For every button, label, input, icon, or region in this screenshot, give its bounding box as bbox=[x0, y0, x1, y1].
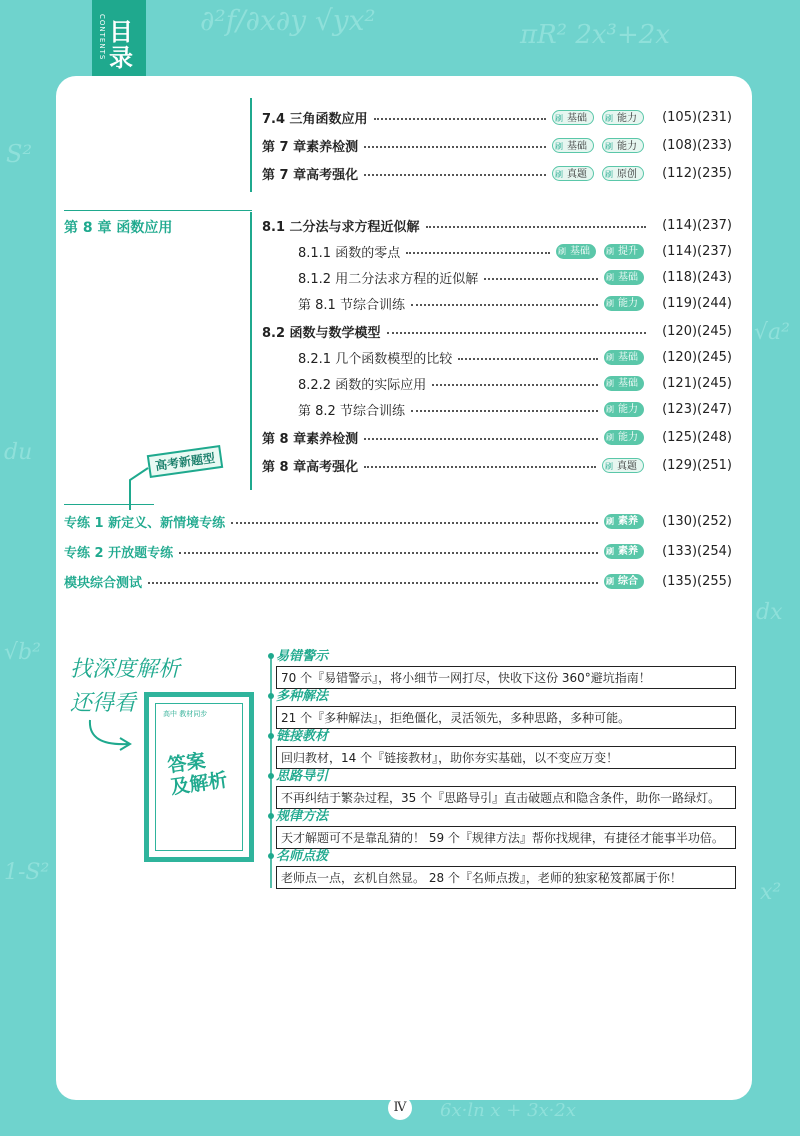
toc-leader bbox=[374, 118, 546, 120]
tag-badge: 刷 能力 bbox=[604, 430, 644, 445]
toc-entry-label: 8.1.2 用二分法求方程的近似解 bbox=[298, 271, 479, 287]
toc-entry-pages: (130)(252) bbox=[662, 513, 732, 529]
toc-entry[interactable] bbox=[262, 454, 732, 476]
toc-leader bbox=[458, 358, 598, 360]
book-title-line-1: 答案 bbox=[166, 749, 207, 777]
feature-title: 名师点拨 bbox=[276, 849, 329, 864]
tag-badge: 刷 综合 bbox=[604, 574, 644, 589]
feature-desc: 老师点一点，玄机自然显。 28 个『名师点拨』，老师的独家秘笈都属于你！ bbox=[276, 866, 736, 889]
toc-entry-label: 8.2.1 几个函数模型的比较 bbox=[298, 351, 453, 367]
toc-entry[interactable] bbox=[298, 346, 732, 368]
tag-badge: 刷 基础 bbox=[552, 138, 594, 153]
tag-badge: 刷 能力 bbox=[602, 110, 644, 125]
toc-entry[interactable] bbox=[298, 292, 732, 314]
toc-entry[interactable] bbox=[262, 426, 732, 448]
toc-entry[interactable] bbox=[262, 214, 732, 236]
toc-leader bbox=[387, 332, 646, 334]
toc-leader bbox=[411, 304, 598, 306]
handwriting-line-2: 还得看 bbox=[70, 691, 137, 716]
toc-leader bbox=[484, 278, 598, 280]
background-formula: x² bbox=[760, 880, 782, 905]
toc-entry-label: 8.1.1 函数的零点 bbox=[298, 245, 401, 261]
toc-leader bbox=[364, 146, 546, 148]
tag-badge: 刷 素养 bbox=[604, 514, 644, 529]
toc-entry[interactable] bbox=[298, 372, 732, 394]
book-title bbox=[166, 747, 229, 799]
toc-entry-pages: (123)(247) bbox=[662, 401, 732, 417]
feature-item bbox=[276, 768, 736, 809]
toc-entry-label: 第 8.1 节综合训练 bbox=[298, 297, 405, 313]
answer-book-cover bbox=[144, 692, 254, 862]
toc-entry-pages: (112)(235) bbox=[662, 165, 732, 181]
tag-badge: 刷 能力 bbox=[604, 402, 644, 417]
background-formula: 1-S² bbox=[4, 860, 50, 885]
tag-badge: 刷 真题 bbox=[552, 166, 594, 181]
toc-entry-pages: (105)(231) bbox=[662, 109, 732, 125]
toc-entry-label: 专练 2 开放题专练 bbox=[64, 545, 174, 561]
handwriting-line-1: 找深度解析 bbox=[70, 657, 181, 682]
chapter-title-text: 第 8 章 函数应用 bbox=[64, 220, 173, 236]
toc-leader bbox=[364, 438, 598, 440]
book-title-line-2: 及解析 bbox=[169, 769, 229, 799]
tag-badge: 刷 基础 bbox=[556, 244, 596, 259]
toc-entry-pages: (108)(233) bbox=[662, 137, 732, 153]
background-formula: √b² bbox=[4, 640, 41, 665]
background-formula: ∂²f/∂x∂y √yx² bbox=[200, 4, 376, 37]
background-formula: √a² bbox=[754, 320, 790, 345]
contents-title: 目录 bbox=[104, 19, 133, 71]
toc-entry[interactable] bbox=[64, 570, 732, 592]
toc-entry-label: 第 8.2 节综合训练 bbox=[298, 403, 405, 419]
tag-badge: 刷 真题 bbox=[602, 458, 644, 473]
toc-entry-pages: (114)(237) bbox=[662, 217, 732, 233]
toc-leader bbox=[426, 226, 646, 228]
toc-entry[interactable] bbox=[64, 540, 732, 562]
toc-entry-pages: (129)(251) bbox=[662, 457, 732, 473]
toc-entry-label: 7.4 三角函数应用 bbox=[262, 111, 368, 127]
stamp-pointer-line bbox=[126, 466, 156, 516]
toc-leader bbox=[231, 522, 598, 524]
page-number: Ⅳ bbox=[388, 1096, 412, 1120]
toc-entry-pages: (120)(245) bbox=[662, 323, 732, 339]
toc-leader bbox=[364, 174, 546, 176]
toc-entry-pages: (120)(245) bbox=[662, 349, 732, 365]
feature-item bbox=[276, 808, 736, 849]
background-formula: S² bbox=[6, 140, 33, 168]
feature-desc: 21 个『多种解法』，拒绝僵化，灵活领先，多种思路，多种可能。 bbox=[276, 706, 736, 729]
feature-title: 规律方法 bbox=[276, 809, 329, 824]
feature-desc: 回归教材，14 个『链接教材』，助你夯实基础，以不变应万变！ bbox=[276, 746, 736, 769]
toc-entry-label: 第 7 章高考强化 bbox=[262, 167, 359, 183]
chapter-divider-line bbox=[250, 212, 252, 490]
toc-entry-label: 专练 1 新定义、新情境专练 bbox=[64, 515, 226, 531]
toc-leader bbox=[148, 582, 598, 584]
background-formula: du bbox=[4, 440, 33, 465]
toc-leader bbox=[406, 252, 550, 254]
contents-page bbox=[56, 76, 752, 1100]
toc-entry-pages: (114)(237) bbox=[662, 243, 732, 259]
background-formula: dx bbox=[756, 600, 783, 625]
chapter-8-title[interactable] bbox=[64, 216, 250, 238]
tag-badge: 刷 素养 bbox=[604, 544, 644, 559]
feature-item bbox=[276, 728, 736, 769]
toc-entry-label: 第 8 章高考强化 bbox=[262, 459, 359, 475]
tag-badge: 刷 基础 bbox=[552, 110, 594, 125]
feature-title: 链接教材 bbox=[276, 729, 329, 744]
toc-leader bbox=[411, 410, 598, 412]
chapter-divider-line bbox=[250, 98, 252, 192]
toc-entry-label: 第 8 章素养检测 bbox=[262, 431, 359, 447]
feature-desc: 70 个『易错警示』，将小细节一网打尽，快收下这份 360°避坑指南！ bbox=[276, 666, 736, 689]
toc-entry-pages: (125)(248) bbox=[662, 429, 732, 445]
contents-subtitle: CONTENTS bbox=[98, 14, 106, 61]
background-formula: πR² 2x³+2x bbox=[520, 20, 670, 50]
toc-entry-pages: (133)(254) bbox=[662, 543, 732, 559]
toc-entry[interactable] bbox=[262, 162, 732, 184]
feature-title: 多种解法 bbox=[276, 689, 329, 704]
toc-entry[interactable] bbox=[298, 240, 732, 262]
toc-entry[interactable] bbox=[262, 134, 732, 156]
new-question-type-stamp: 高考新题型 bbox=[147, 445, 223, 478]
toc-entry-label: 第 7 章素养检测 bbox=[262, 139, 359, 155]
feature-title: 易错警示 bbox=[276, 649, 329, 664]
toc-entry-label: 模块综合测试 bbox=[64, 575, 143, 591]
tag-badge: 刷 原创 bbox=[602, 166, 644, 181]
background-formula: 6x·ln x + 3x·2x bbox=[440, 1100, 577, 1121]
tag-badge: 刷 基础 bbox=[604, 376, 644, 391]
toc-entry[interactable] bbox=[64, 510, 732, 532]
book-series-label: 高中 教材同步 bbox=[163, 710, 208, 718]
toc-entry[interactable] bbox=[298, 266, 732, 288]
toc-entry[interactable] bbox=[262, 320, 732, 342]
toc-entry-pages: (135)(255) bbox=[662, 573, 732, 589]
feature-item bbox=[276, 648, 736, 689]
toc-entry[interactable] bbox=[262, 106, 732, 128]
toc-entry-pages: (118)(243) bbox=[662, 269, 732, 285]
tag-badge: 刷 能力 bbox=[602, 138, 644, 153]
tag-badge: 刷 基础 bbox=[604, 270, 644, 285]
tag-badge: 刷 基础 bbox=[604, 350, 644, 365]
toc-entry-pages: (121)(245) bbox=[662, 375, 732, 391]
feature-item bbox=[276, 848, 736, 889]
feature-timeline-line bbox=[266, 648, 276, 898]
feature-title: 思路导引 bbox=[276, 769, 329, 784]
toc-entry-label: 8.2 函数与数学模型 bbox=[262, 325, 381, 341]
toc-entry-label: 8.1 二分法与求方程近似解 bbox=[262, 219, 420, 235]
feature-desc: 不再纠结于繁杂过程，35 个『思路导引』直击破题点和隐含条件，助你一路绿灯。 bbox=[276, 786, 736, 809]
feature-item bbox=[276, 688, 736, 729]
tag-badge: 刷 能力 bbox=[604, 296, 644, 311]
toc-entry[interactable] bbox=[298, 398, 732, 420]
toc-leader bbox=[179, 552, 598, 554]
chapter-header-line bbox=[64, 210, 252, 211]
feature-desc: 天才解题可不是靠乱猜的！ 59 个『规律方法』帮你找规律，有捷径才能事半功倍。 bbox=[276, 826, 736, 849]
curved-arrow-icon bbox=[80, 716, 140, 756]
toc-entry-pages: (119)(244) bbox=[662, 295, 732, 311]
toc-leader bbox=[432, 384, 598, 386]
toc-entry-label: 8.2.2 函数的实际应用 bbox=[298, 377, 427, 393]
tag-badge: 刷 提升 bbox=[604, 244, 644, 259]
toc-leader bbox=[364, 466, 596, 468]
